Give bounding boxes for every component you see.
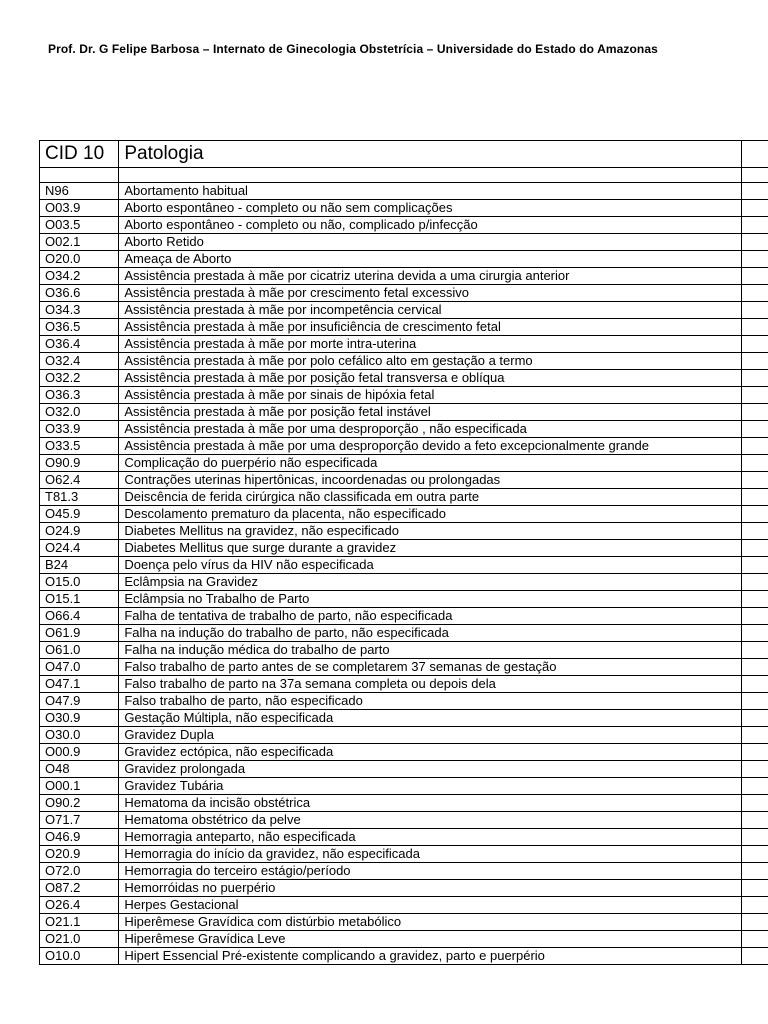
- table-row: [40, 540, 768, 557]
- table-row: [40, 438, 768, 455]
- patologia-cell: Gravidez ectópica, não especificada: [119, 744, 742, 761]
- cid-code-cell: O48: [40, 761, 119, 778]
- extra-cell: [742, 217, 768, 234]
- table-row: [40, 948, 768, 965]
- table-row: [40, 489, 768, 506]
- table-row: [40, 285, 768, 302]
- extra-cell: [742, 472, 768, 489]
- table-row: [40, 234, 768, 251]
- extra-cell: [742, 421, 768, 438]
- table-row: [40, 744, 768, 761]
- cid-code-cell: O26.4: [40, 897, 119, 914]
- patologia-cell: Assistência prestada à mãe por posição fetal transversa e oblíqua: [119, 370, 742, 387]
- table-row: [40, 676, 768, 693]
- extra-cell: [742, 302, 768, 319]
- patologia-cell: Assistência prestada à mãe por uma desproporção , não especificada: [119, 421, 742, 438]
- patologia-cell: Herpes Gestacional: [119, 897, 742, 914]
- extra-cell: [742, 761, 768, 778]
- cid-code-cell: O47.0: [40, 659, 119, 676]
- extra-cell: [742, 336, 768, 353]
- page-header: Prof. Dr. G Felipe Barbosa – Internato de Ginecologia Obstetrícia – Universidade do Estado do Amazonas: [48, 42, 658, 56]
- patologia-cell: Falso trabalho de parto na 37a semana completa ou depois dela: [119, 676, 742, 693]
- cid-code-cell: O00.9: [40, 744, 119, 761]
- extra-cell: [742, 353, 768, 370]
- extra-cell: [742, 234, 768, 251]
- patologia-cell: Hemorragia do início da gravidez, não especificada: [119, 846, 742, 863]
- patologia-cell: Hematoma da incisão obstétrica: [119, 795, 742, 812]
- patologia-cell: Contrações uterinas hipertônicas, incoordenadas ou prolongadas: [119, 472, 742, 489]
- table-row: [40, 183, 768, 200]
- table-row: [40, 319, 768, 336]
- patologia-cell: Abortamento habitual: [119, 183, 742, 200]
- extra-cell: [742, 710, 768, 727]
- table-row: [40, 336, 768, 353]
- cid-code-cell: O66.4: [40, 608, 119, 625]
- patologia-cell: Ameaça de Aborto: [119, 251, 742, 268]
- cid-code-cell: O36.6: [40, 285, 119, 302]
- table-row: [40, 846, 768, 863]
- table-row: [40, 591, 768, 608]
- table-row: [40, 642, 768, 659]
- patologia-cell: Aborto espontâneo - completo ou não, complicado p/infecção: [119, 217, 742, 234]
- table-row: [40, 863, 768, 880]
- extra-cell: [742, 557, 768, 574]
- table-row: [40, 523, 768, 540]
- extra-cell: [742, 523, 768, 540]
- cid-code-cell: O20.0: [40, 251, 119, 268]
- extra-cell: [742, 642, 768, 659]
- table-row: [40, 217, 768, 234]
- patologia-cell: Assistência prestada à mãe por polo cefálico alto em gestação a termo: [119, 353, 742, 370]
- table-row: [40, 268, 768, 285]
- patologia-cell: Aborto espontâneo - completo ou não sem complicações: [119, 200, 742, 217]
- extra-cell: [742, 319, 768, 336]
- cid-code-cell: O36.5: [40, 319, 119, 336]
- patologia-cell: Falha na indução médica do trabalho de parto: [119, 642, 742, 659]
- patologia-cell: Deiscência de ferida cirúrgica não classificada em outra parte: [119, 489, 742, 506]
- table-row: [40, 693, 768, 710]
- patologia-cell: Eclâmpsia na Gravidez: [119, 574, 742, 591]
- cid-code-cell: O15.1: [40, 591, 119, 608]
- cid-code-cell: O03.5: [40, 217, 119, 234]
- patologia-cell: Hemorróidas no puerpério: [119, 880, 742, 897]
- cid-code-cell: O24.9: [40, 523, 119, 540]
- cid-code-cell: O21.0: [40, 931, 119, 948]
- table-row: [40, 795, 768, 812]
- table-row: [40, 251, 768, 268]
- extra-cell: [742, 744, 768, 761]
- column-header-extra: [742, 141, 768, 168]
- patologia-cell: Falso trabalho de parto antes de se completarem 37 semanas de gestação: [119, 659, 742, 676]
- column-header-patologia: Patologia: [119, 141, 742, 168]
- patologia-cell: Diabetes Mellitus na gravidez, não especificado: [119, 523, 742, 540]
- table-row: [40, 931, 768, 948]
- table-row: [40, 404, 768, 421]
- patologia-cell: Falha na indução do trabalho de parto, não especificada: [119, 625, 742, 642]
- extra-cell: [742, 727, 768, 744]
- table-row: [40, 625, 768, 642]
- table-row: [40, 812, 768, 829]
- cid-code-cell: O30.0: [40, 727, 119, 744]
- table-row: [40, 914, 768, 931]
- patologia-cell: Descolamento prematuro da placenta, não especificado: [119, 506, 742, 523]
- table-row: [40, 387, 768, 404]
- cid-code-cell: O36.3: [40, 387, 119, 404]
- cid-code-cell: O32.4: [40, 353, 119, 370]
- extra-cell: [742, 778, 768, 795]
- cid-code-cell: O02.1: [40, 234, 119, 251]
- extra-cell: [742, 183, 768, 200]
- patologia-cell: Gestação Múltipla, não especificada: [119, 710, 742, 727]
- patologia-cell: Hiperêmese Gravídica com distúrbio metabólico: [119, 914, 742, 931]
- patologia-cell: Falha de tentativa de trabalho de parto, não especificada: [119, 608, 742, 625]
- patologia-cell: Gravidez Dupla: [119, 727, 742, 744]
- patologia-cell: Diabetes Mellitus que surge durante a gravidez: [119, 540, 742, 557]
- cid-code-cell: O33.5: [40, 438, 119, 455]
- extra-cell: [742, 846, 768, 863]
- table-row: [40, 710, 768, 727]
- patologia-cell: Hematoma obstétrico da pelve: [119, 812, 742, 829]
- cid-code-cell: O00.1: [40, 778, 119, 795]
- extra-cell: [742, 659, 768, 676]
- table-row: [40, 659, 768, 676]
- cid-code-cell: O61.9: [40, 625, 119, 642]
- patologia-cell: Assistência prestada à mãe por crescimento fetal excessivo: [119, 285, 742, 302]
- table-row: [40, 200, 768, 217]
- extra-cell: [742, 897, 768, 914]
- patologia-cell: Assistência prestada à mãe por insuficiência de crescimento fetal: [119, 319, 742, 336]
- cid-code-cell: O15.0: [40, 574, 119, 591]
- cid-code-cell: O20.9: [40, 846, 119, 863]
- extra-cell: [742, 200, 768, 217]
- patologia-cell: Falso trabalho de parto, não especificado: [119, 693, 742, 710]
- patologia-cell: Eclâmpsia no Trabalho de Parto: [119, 591, 742, 608]
- extra-cell: [742, 608, 768, 625]
- table-row: [40, 880, 768, 897]
- extra-cell: [742, 914, 768, 931]
- extra-cell: [742, 931, 768, 948]
- column-header-cid: CID 10: [40, 141, 119, 168]
- cid-code-cell: O03.9: [40, 200, 119, 217]
- extra-cell: [742, 591, 768, 608]
- table-row: [40, 897, 768, 914]
- table-row: [40, 506, 768, 523]
- extra-cell: [742, 829, 768, 846]
- patologia-cell: Assistência prestada à mãe por morte intra-uterina: [119, 336, 742, 353]
- blank-cell: [742, 168, 768, 183]
- table-row: [40, 455, 768, 472]
- extra-cell: [742, 506, 768, 523]
- extra-cell: [742, 812, 768, 829]
- patologia-cell: Assistência prestada à mãe por posição fetal instável: [119, 404, 742, 421]
- cid-code-cell: O71.7: [40, 812, 119, 829]
- extra-cell: [742, 438, 768, 455]
- table-header-row: [40, 141, 768, 168]
- blank-cell: [119, 168, 742, 183]
- extra-cell: [742, 251, 768, 268]
- table-row: [40, 353, 768, 370]
- cid-code-cell: B24: [40, 557, 119, 574]
- blank-cell: [40, 168, 119, 183]
- patologia-cell: Gravidez prolongada: [119, 761, 742, 778]
- patologia-cell: Doença pelo vírus da HIV não especificada: [119, 557, 742, 574]
- cid-code-cell: N96: [40, 183, 119, 200]
- extra-cell: [742, 404, 768, 421]
- cid-code-cell: O34.3: [40, 302, 119, 319]
- patologia-cell: Assistência prestada à mãe por cicatriz uterina devida a uma cirurgia anterior: [119, 268, 742, 285]
- extra-cell: [742, 455, 768, 472]
- extra-cell: [742, 285, 768, 302]
- table-row: [40, 608, 768, 625]
- patologia-cell: Hemorragia anteparto, não especificada: [119, 829, 742, 846]
- cid-code-cell: O10.0: [40, 948, 119, 965]
- cid-code-cell: O32.0: [40, 404, 119, 421]
- patologia-cell: Complicação do puerpério não especificada: [119, 455, 742, 472]
- table-row: [40, 574, 768, 591]
- table-row: [40, 472, 768, 489]
- table-row: [40, 421, 768, 438]
- cid-code-cell: O34.2: [40, 268, 119, 285]
- cid-code-cell: O87.2: [40, 880, 119, 897]
- patologia-cell: Assistência prestada à mãe por sinais de hipóxia fetal: [119, 387, 742, 404]
- table-row: [40, 761, 768, 778]
- cid-table: [39, 140, 768, 965]
- cid-code-cell: O72.0: [40, 863, 119, 880]
- cid-code-cell: O47.9: [40, 693, 119, 710]
- patologia-cell: Aborto Retido: [119, 234, 742, 251]
- cid-code-cell: O90.2: [40, 795, 119, 812]
- cid-code-cell: T81.3: [40, 489, 119, 506]
- patologia-cell: Hipert Essencial Pré-existente complicando a gravidez, parto e puerpério: [119, 948, 742, 965]
- cid-code-cell: O33.9: [40, 421, 119, 438]
- blank-row: [40, 168, 768, 183]
- extra-cell: [742, 676, 768, 693]
- extra-cell: [742, 387, 768, 404]
- extra-cell: [742, 948, 768, 965]
- cid-table-body: [40, 141, 768, 965]
- cid-code-cell: O45.9: [40, 506, 119, 523]
- table-row: [40, 778, 768, 795]
- cid-code-cell: O30.9: [40, 710, 119, 727]
- extra-cell: [742, 370, 768, 387]
- patologia-cell: Hiperêmese Gravídica Leve: [119, 931, 742, 948]
- extra-cell: [742, 489, 768, 506]
- table-row: [40, 727, 768, 744]
- cid-code-cell: O62.4: [40, 472, 119, 489]
- extra-cell: [742, 540, 768, 557]
- table-row: [40, 302, 768, 319]
- table-row: [40, 557, 768, 574]
- cid-code-cell: O21.1: [40, 914, 119, 931]
- patologia-cell: Assistência prestada à mãe por uma desproporção devido a feto excepcionalmente grande: [119, 438, 742, 455]
- cid-code-cell: O24.4: [40, 540, 119, 557]
- extra-cell: [742, 863, 768, 880]
- extra-cell: [742, 268, 768, 285]
- extra-cell: [742, 574, 768, 591]
- cid-code-cell: O32.2: [40, 370, 119, 387]
- extra-cell: [742, 693, 768, 710]
- table-row: [40, 829, 768, 846]
- cid-code-cell: O46.9: [40, 829, 119, 846]
- cid-code-cell: O90.9: [40, 455, 119, 472]
- extra-cell: [742, 625, 768, 642]
- extra-cell: [742, 880, 768, 897]
- patologia-cell: Gravidez Tubária: [119, 778, 742, 795]
- cid-code-cell: O61.0: [40, 642, 119, 659]
- cid-code-cell: O47.1: [40, 676, 119, 693]
- patologia-cell: Hemorragia do terceiro estágio/período: [119, 863, 742, 880]
- patologia-cell: Assistência prestada à mãe por incompetência cervical: [119, 302, 742, 319]
- table-row: [40, 370, 768, 387]
- extra-cell: [742, 795, 768, 812]
- cid-code-cell: O36.4: [40, 336, 119, 353]
